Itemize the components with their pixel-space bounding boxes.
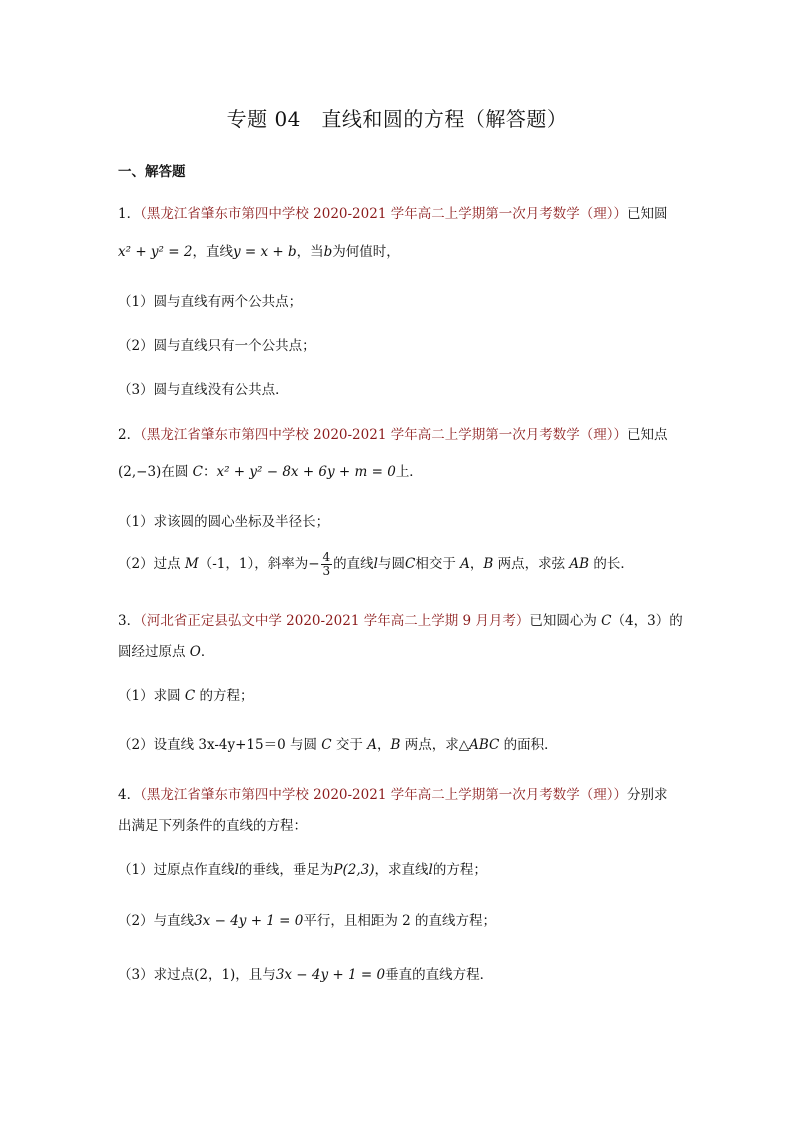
circle-equation: x² + y² − 8x + 6y + m = 0: [216, 464, 396, 480]
question-text: ，直线: [192, 244, 233, 260]
question-source: （黑龙江省肇东市第四中学校 2020-2021 学年高二上学期第一次月考数学（理））: [140, 427, 627, 443]
question-1-part-2: （2）圆与直线只有一个公共点；: [118, 338, 316, 354]
line-l: l: [234, 862, 239, 878]
question-text: 两点，求△: [400, 737, 470, 753]
point-b: B: [390, 737, 401, 753]
question-text: 的直线: [333, 556, 374, 572]
question-3-line-2: [118, 640, 678, 660]
question-source: （河北省正定县弘文中学 2020-2021 学年高二上学期 9 月月考）: [140, 613, 530, 629]
line-equation: y = x + b: [232, 244, 297, 260]
line-equation: 3x − 4y + 1 = 0: [194, 913, 304, 929]
circle-equation: x² + y² = 2: [118, 244, 193, 260]
question-text: 圆经过原点: [118, 644, 190, 660]
question-text: 分别求: [626, 787, 668, 803]
variable-b: b: [323, 244, 333, 260]
question-text: （4，3）的: [611, 613, 683, 629]
question-text: ，: [469, 556, 484, 572]
question-text: 的垂线，垂足为: [238, 862, 334, 878]
point-p: P(2,3): [333, 862, 375, 878]
question-text: 已知点: [626, 427, 668, 443]
point-a: A: [367, 737, 377, 753]
question-source: （黑龙江省肇东市第四中学校 2020-2021 学年高二上学期第一次月考数学（理））: [140, 787, 627, 803]
question-text: 相交于: [415, 556, 461, 572]
question-2-part-2: [118, 551, 678, 578]
question-number: 1．: [118, 206, 141, 222]
point-m: M: [184, 556, 199, 572]
question-text: （-1，1），斜率为: [198, 556, 309, 572]
question-text: 平行，且相距为 2 的直线方程；: [303, 913, 497, 929]
question-text: ：: [202, 464, 217, 480]
question-text: 已知圆: [626, 206, 668, 222]
question-1-line-2: [118, 240, 678, 260]
circle-name: C: [405, 556, 416, 572]
circle-name: C: [184, 688, 196, 704]
point-coordinate: (2,−3): [118, 464, 162, 480]
question-number: 2．: [118, 427, 141, 443]
question-text: ，当: [296, 244, 324, 260]
question-text: 的方程；: [195, 688, 254, 704]
question-4-line-1: [118, 783, 678, 803]
question-text: 与圆: [378, 556, 405, 572]
question-text: 的方程；: [432, 862, 487, 878]
point-a: A: [460, 556, 470, 572]
triangle-abc: ABC: [469, 737, 500, 753]
section-heading: 一、解答题: [118, 164, 186, 180]
question-2-part-1: （1）求该圆的圆心坐标及半径长；: [118, 514, 330, 530]
question-text: 上．: [395, 464, 423, 480]
question-text: （3）求过点(2，1)，且与: [118, 967, 276, 983]
chord-ab: AB: [569, 556, 590, 572]
question-text: （1）求圆: [118, 688, 185, 704]
circle-center: C: [601, 613, 612, 629]
question-text: 两点，求弦: [493, 556, 570, 572]
question-source: （黑龙江省肇东市第四中学校 2020-2021 学年高二上学期第一次月考数学（理））: [140, 206, 627, 222]
question-3-part-1: [118, 684, 678, 704]
line-equation: 3x − 4y + 1 = 0: [275, 967, 386, 983]
minus-sign: −: [308, 556, 320, 572]
question-3-line-1: [118, 609, 683, 629]
question-4-part-3: [118, 963, 678, 983]
question-text: 为何值时，: [332, 244, 400, 260]
question-text: （2）与直线: [118, 913, 195, 929]
circle-name: C: [321, 737, 332, 753]
fraction-denominator: 3: [322, 564, 331, 578]
question-1-line-1: [118, 202, 678, 222]
question-4-part-1: [118, 858, 678, 878]
page-title: 专题 04 直线和圆的方程（解答题）: [226, 107, 568, 131]
question-text: ．: [200, 644, 215, 660]
question-1-part-1: （1）圆与直线有两个公共点；: [118, 294, 303, 310]
line-l: l: [373, 556, 378, 572]
question-2-line-2: [118, 460, 678, 480]
question-text: 在圆: [161, 464, 193, 480]
question-text: 已知圆心为: [529, 613, 602, 629]
question-number: 4．: [118, 787, 141, 803]
question-text: （1）过原点作直线: [118, 862, 235, 878]
question-text: ，求直线: [374, 862, 429, 878]
question-text: （2）过点: [118, 556, 185, 572]
circle-name: C: [192, 464, 203, 480]
point-b: B: [483, 556, 494, 572]
question-1-part-3: （3）圆与直线没有公共点．: [118, 382, 289, 398]
question-3-part-2: [118, 733, 678, 753]
fraction: [321, 551, 333, 578]
question-text: 交于: [331, 737, 368, 753]
line-l: l: [428, 862, 433, 878]
question-2-line-1: [118, 423, 678, 443]
question-text: 垂直的直线方程．: [385, 967, 494, 983]
origin-o: O: [189, 644, 201, 660]
question-4-line-2: 出满足下列条件的直线的方程：: [118, 818, 307, 834]
question-text: （2）设直线 3x-4y+15＝0 与圆: [118, 737, 322, 753]
question-4-part-2: [118, 909, 678, 929]
question-text: ，: [376, 737, 391, 753]
question-text: 的长．: [589, 556, 634, 572]
fraction-numerator: 4: [322, 550, 331, 564]
question-text: 的面积．: [499, 737, 558, 753]
question-number: 3．: [118, 613, 141, 629]
